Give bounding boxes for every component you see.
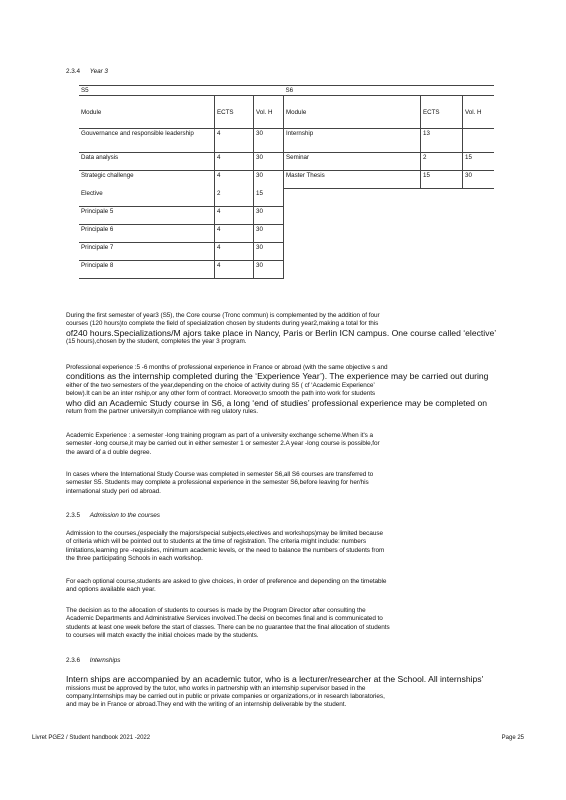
section-heading-internships: [66, 657, 498, 665]
table-row: [79, 171, 494, 189]
ects-cell: 4: [215, 171, 254, 189]
text-line: The decision as to the allocation of students to courses is made by the Program Director after consulting the: [66, 607, 366, 614]
paragraph-academic-experience: [66, 432, 498, 457]
section-heading-admission: [66, 512, 498, 520]
vol-cell: 30: [463, 171, 495, 189]
table-row: [79, 242, 494, 260]
paragraph-internships: [66, 675, 498, 710]
text-line: of240 hours.Specializations/M ajors take place in Nancy, Paris or Berlin ICN campus. One course called ‘elective’: [66, 328, 497, 338]
ects-cell: 4: [215, 242, 254, 260]
header-module: Module: [284, 96, 421, 129]
table-header-row: [79, 96, 494, 129]
module-cell: Seminar: [284, 153, 421, 171]
ects-cell: 15: [421, 171, 463, 189]
vol-cell: 30: [254, 242, 284, 260]
text-line: the award of a d ouble degree.: [66, 448, 152, 456]
ects-cell: 4: [215, 206, 254, 224]
text-line: courses (120 hours)to complete the field of specialization chosen by students during year2,making a total for this: [66, 320, 379, 328]
section-number: 2.3.4: [66, 68, 80, 75]
text-line: Academic Experience : a semester -long training program as part of a university exchange scheme.When it's a: [66, 432, 374, 439]
module-cell: Principale 7: [79, 242, 215, 260]
ects-cell: 2: [421, 153, 463, 171]
text-line: Professional experience :5 -6 months of professional experience in France or abroad (with the same objective s and: [66, 364, 388, 371]
module-cell: Principale 6: [79, 224, 215, 242]
table-row: [79, 260, 494, 278]
header-ects: ECTS: [215, 96, 254, 129]
text-line: the three participating Schools in each workshop.: [66, 554, 203, 562]
vol-cell: 15: [463, 153, 495, 171]
text-line: semester -long course,it may be carried out in either semester 1 or semester 2.A year -long course is possible,for: [66, 440, 380, 448]
module-cell: Gouvernance and responsible leadership: [79, 129, 215, 153]
text-line: Intern ships are accompanied by an academic tutor, who is a lecturer/researcher at the School. All internships': [66, 675, 484, 684]
vol-cell: 30: [254, 224, 284, 242]
text-line: either of the two semesters of the year,depending on the choice of activity during S5 ( cf ‘Academic Experience’: [66, 382, 375, 390]
text-line: missions must be approved by the tutor, who works in partnership with an internship supervisor based in the: [66, 684, 366, 692]
page-number: Page 25: [501, 735, 524, 741]
table-row: [79, 153, 494, 171]
ects-cell: 4: [215, 129, 254, 153]
vol-cell: 30: [254, 129, 284, 153]
text-line: to courses will match exactly the initial choices made by the students.: [66, 631, 259, 639]
header-ects: ECTS: [421, 96, 463, 129]
ects-cell: 13: [421, 129, 463, 153]
section-title: Year 3: [89, 68, 108, 75]
footer-handbook-label: Livret PGE2 / Student handbook 2021 -2022: [32, 735, 151, 741]
section-heading-year3: [66, 68, 498, 76]
ects-cell: 4: [215, 153, 254, 171]
module-cell: Data analysis: [79, 153, 215, 171]
year3-curriculum-table: [79, 85, 494, 279]
header-vol: Vol. H: [254, 96, 284, 129]
text-line: below).It can be an inter nship,or any other form of contract. Moreover,to smooth the path into work for students: [66, 390, 376, 398]
vol-cell: 15: [254, 189, 284, 207]
text-line: of criteria which will be pointed out to students at the time of registration. The criteria might include: numbers: [66, 538, 367, 546]
text-line: and may be in France or abroad.They end with the writing of an internship deliverable by the student.: [66, 701, 347, 709]
text-line: (15 hours),chosen by the student, completes the year 3 program.: [66, 338, 247, 346]
paragraph-allocation-decision: [66, 607, 498, 640]
ects-cell: 4: [215, 260, 254, 278]
table-row: [79, 129, 494, 153]
text-line: Academic Departments and Administrative Services involved.The decisi on becomes final and is communicated to: [66, 615, 383, 623]
text-line: who did an Academic Study course in S6, a long ‘end of studies’ professional experience may be completed on: [66, 398, 488, 408]
text-line: limitations,learning pre -requisites, minimum academic levels, or the need to balance the numbers of students from: [66, 546, 385, 554]
ects-cell: 4: [215, 224, 254, 242]
text-line: In cases where the International Study Course was completed in semester S6,all S6 courses are transferred to: [66, 471, 374, 478]
header-vol: Vol. H: [463, 96, 495, 129]
text-line: and options available each year.: [66, 586, 156, 594]
vol-cell: [463, 129, 495, 153]
section-title: Admission to the courses: [89, 512, 160, 519]
paragraph-course-choices: [66, 578, 498, 595]
semester-s5-label: S5: [79, 86, 284, 96]
semester-label-row: [79, 86, 494, 96]
section-title: Internships: [89, 657, 121, 664]
text-line: return from the partner university,in compliance with reg ulatory rules.: [66, 408, 258, 416]
table-row: [79, 206, 494, 224]
vol-cell: 30: [254, 153, 284, 171]
page-footer: [32, 735, 532, 741]
section-number: 2.3.6: [66, 657, 80, 664]
text-line: international study peri od abroad.: [66, 487, 161, 495]
text-line: company.Internships may be carried out in public or private companies or organizations,or in research laboratories,: [66, 693, 385, 701]
section-number: 2.3.5: [66, 512, 80, 519]
module-cell: Strategic challenge: [79, 171, 215, 189]
module-cell: Principale 8: [79, 260, 215, 278]
text-line: During the first semester of year3 (S5), the Core course (Tronc commun) is complemented by the addition of four: [66, 312, 380, 319]
header-module: Module: [79, 96, 215, 129]
paragraph-international-study: [66, 471, 498, 496]
vol-cell: 30: [254, 206, 284, 224]
table-row: [79, 189, 494, 207]
paragraph-professional-experience: [66, 364, 498, 417]
module-cell: Elective: [79, 189, 215, 207]
module-cell: Principale 5: [79, 206, 215, 224]
ects-cell: 2: [215, 189, 254, 207]
text-line: For each optional course,students are asked to give choices, in order of preference and depending on the timetable: [66, 578, 387, 585]
module-cell: Internship: [284, 129, 421, 153]
text-line: conditions as the internship completed during the ‘Experience Year’). The experience may be carried out during: [66, 372, 489, 382]
table-row: [79, 224, 494, 242]
text-line: students at least one week before the start of classes. There can be no guarantee that the final allocation of students: [66, 623, 390, 631]
paragraph-admission: [66, 530, 498, 563]
semester-s6-label: S6: [284, 86, 495, 96]
module-cell: Master Thesis: [284, 171, 421, 189]
vol-cell: 30: [254, 260, 284, 278]
text-line: semester S5. Students may complete a professional experience in the semester S6,before leaving for her/his: [66, 479, 369, 487]
vol-cell: 30: [254, 171, 284, 189]
paragraph-year3-intro: [66, 312, 498, 347]
text-line: Admission to the courses,(especially the majors/special subjects,electives and workshops)may be limited because: [66, 530, 383, 537]
